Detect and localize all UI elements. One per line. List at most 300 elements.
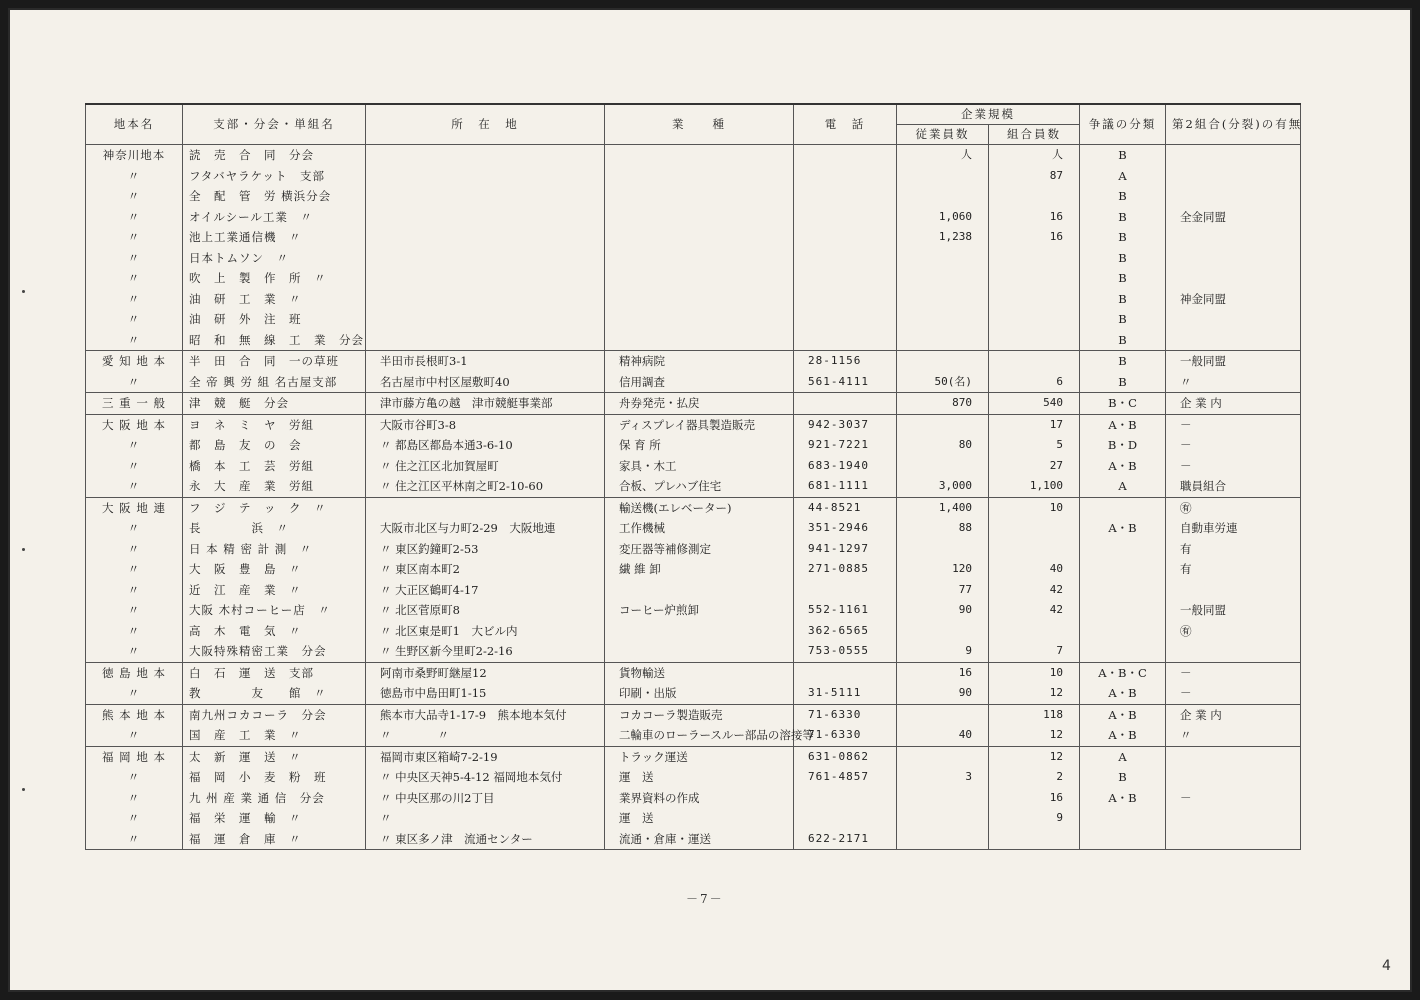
branch-cell: 太 新 運 送 〃 [183, 746, 366, 767]
phone-cell: 753-0555 [794, 641, 897, 662]
dispute-table [85, 103, 1301, 850]
branch-cell: 昭 和 無 線 工 業 分会 [183, 330, 366, 351]
dispute-cell: B・D [1080, 435, 1166, 456]
branch-cell: 永 大 産 業 労組 [183, 476, 366, 497]
phone-cell [794, 289, 897, 310]
phone-cell [794, 227, 897, 248]
hq-cell: 〃 [86, 683, 183, 704]
table-row [86, 746, 1301, 767]
second-union-cell: ㊒ [1166, 497, 1301, 518]
phone-cell [794, 393, 897, 415]
second-union-cell: 神金同盟 [1166, 289, 1301, 310]
second-union-cell [1166, 829, 1301, 850]
hq-cell: 〃 [86, 767, 183, 788]
phone-cell [794, 309, 897, 330]
employees-cell [897, 186, 989, 207]
employees-cell [897, 351, 989, 372]
branch-cell: 全 帝 興 労 組 名古屋支部 [183, 372, 366, 393]
table-row [86, 559, 1301, 580]
dispute-cell: B [1080, 207, 1166, 228]
second-union-cell: － [1166, 788, 1301, 809]
header-second-union: 第2組合(分裂)の有無 [1166, 104, 1301, 145]
members-cell: 17 [989, 414, 1080, 435]
members-cell [989, 268, 1080, 289]
table-row [86, 289, 1301, 310]
employees-cell: 90 [897, 683, 989, 704]
phone-cell: 552-1161 [794, 600, 897, 621]
second-union-cell [1166, 330, 1301, 351]
employees-cell [897, 808, 989, 829]
second-union-cell: 企 業 内 [1166, 704, 1301, 725]
industry-cell: 変圧器等補修測定 [605, 539, 794, 560]
table-row [86, 268, 1301, 289]
branch-cell: 教 友 館 〃 [183, 683, 366, 704]
address-cell [366, 207, 605, 228]
second-union-cell [1166, 309, 1301, 330]
address-cell [366, 268, 605, 289]
employees-cell [897, 330, 989, 351]
dispute-cell [1080, 580, 1166, 601]
hq-cell: 〃 [86, 725, 183, 746]
table-row [86, 248, 1301, 269]
branch-cell: フタバヤラケット 支部 [183, 166, 366, 187]
second-union-cell: 企 業 内 [1166, 393, 1301, 415]
dispute-cell: B [1080, 145, 1166, 166]
second-union-cell: － [1166, 435, 1301, 456]
industry-cell [605, 330, 794, 351]
address-cell: 大阪市谷町3-8 [366, 414, 605, 435]
employees-cell: 50(名) [897, 372, 989, 393]
second-union-cell [1166, 227, 1301, 248]
dispute-cell: A・B [1080, 725, 1166, 746]
second-union-cell: ㊒ [1166, 621, 1301, 642]
hq-cell: 大 阪 地 連 [86, 497, 183, 518]
employees-cell: 40 [897, 725, 989, 746]
industry-cell [605, 186, 794, 207]
second-union-cell: 〃 [1166, 372, 1301, 393]
industry-cell [605, 145, 794, 166]
industry-cell [605, 641, 794, 662]
members-cell: 人 [989, 145, 1080, 166]
table-row [86, 621, 1301, 642]
employees-cell [897, 166, 989, 187]
table-row [86, 808, 1301, 829]
hq-cell: 〃 [86, 330, 183, 351]
members-cell: 40 [989, 559, 1080, 580]
hq-cell: 〃 [86, 456, 183, 477]
phone-cell [794, 145, 897, 166]
second-union-cell [1166, 767, 1301, 788]
table-row [86, 829, 1301, 850]
dispute-cell: B [1080, 186, 1166, 207]
table-row [86, 600, 1301, 621]
corner-mark: 4 [1382, 958, 1391, 974]
table-row [86, 767, 1301, 788]
dispute-cell: A・B・C [1080, 662, 1166, 683]
phone-cell: 921-7221 [794, 435, 897, 456]
address-cell: 〃 東区釣鐘町2-53 [366, 539, 605, 560]
members-cell: 42 [989, 600, 1080, 621]
members-cell: 5 [989, 435, 1080, 456]
industry-cell: 家具・木工 [605, 456, 794, 477]
table-row [86, 580, 1301, 601]
employees-cell: 1,400 [897, 497, 989, 518]
branch-cell: オイルシール工業 〃 [183, 207, 366, 228]
table-row [86, 435, 1301, 456]
second-union-cell: 有 [1166, 539, 1301, 560]
phone-cell: 44-8521 [794, 497, 897, 518]
members-cell: 27 [989, 456, 1080, 477]
table-row [86, 476, 1301, 497]
table-row [86, 518, 1301, 539]
dispute-cell: B [1080, 268, 1166, 289]
members-cell: 87 [989, 166, 1080, 187]
hq-cell: 大 阪 地 本 [86, 414, 183, 435]
address-cell: 〃 生野区新今里町2-2-16 [366, 641, 605, 662]
employees-cell [897, 539, 989, 560]
industry-cell: 二輪車のローラースルー部品の溶接等 [605, 725, 794, 746]
phone-cell [794, 580, 897, 601]
employees-cell [897, 414, 989, 435]
members-cell [989, 289, 1080, 310]
branch-cell: 油 研 工 業 〃 [183, 289, 366, 310]
branch-cell: 油 研 外 注 班 [183, 309, 366, 330]
second-union-cell: 全金同盟 [1166, 207, 1301, 228]
address-cell [366, 186, 605, 207]
employees-cell [897, 268, 989, 289]
table-row [86, 372, 1301, 393]
employees-cell: 120 [897, 559, 989, 580]
hq-cell: 愛 知 地 本 [86, 351, 183, 372]
address-cell: 福岡市東区箱崎7-2-19 [366, 746, 605, 767]
second-union-cell [1166, 186, 1301, 207]
dispute-cell [1080, 539, 1166, 560]
address-cell [366, 309, 605, 330]
industry-cell: 運 送 [605, 808, 794, 829]
phone-cell [794, 330, 897, 351]
hq-cell: 〃 [86, 207, 183, 228]
address-cell: 〃 北区東是町1 大ビル内 [366, 621, 605, 642]
phone-cell [794, 662, 897, 683]
branch-cell: 大阪特殊精密工業 分会 [183, 641, 366, 662]
second-union-cell: 有 [1166, 559, 1301, 580]
table-row [86, 227, 1301, 248]
industry-cell: 印刷・出版 [605, 683, 794, 704]
second-union-cell: － [1166, 456, 1301, 477]
employees-cell: 16 [897, 662, 989, 683]
table-row [86, 788, 1301, 809]
members-cell [989, 351, 1080, 372]
table-row [86, 330, 1301, 351]
punch-mark [22, 788, 25, 791]
dispute-cell: A・B [1080, 704, 1166, 725]
industry-cell: 貨物輸送 [605, 662, 794, 683]
branch-cell: 近 江 産 業 〃 [183, 580, 366, 601]
branch-cell: 橋 本 工 芸 労組 [183, 456, 366, 477]
branch-cell: 都 島 友 の 会 [183, 435, 366, 456]
hq-cell: 〃 [86, 435, 183, 456]
dispute-cell: A・B [1080, 456, 1166, 477]
address-cell: 〃 東区南本町2 [366, 559, 605, 580]
employees-cell: 3,000 [897, 476, 989, 497]
branch-cell: 半 田 合 同 一の草班 [183, 351, 366, 372]
members-cell [989, 248, 1080, 269]
address-cell [366, 227, 605, 248]
address-cell: 〃 〃 [366, 725, 605, 746]
table-row [86, 393, 1301, 415]
address-cell: 〃 住之江区平林南之町2-10-60 [366, 476, 605, 497]
members-cell: 118 [989, 704, 1080, 725]
employees-cell [897, 704, 989, 725]
industry-cell: コカコーラ製造販売 [605, 704, 794, 725]
table-row [86, 662, 1301, 683]
phone-cell: 561-4111 [794, 372, 897, 393]
members-cell: 10 [989, 662, 1080, 683]
phone-cell: 71-6330 [794, 725, 897, 746]
dispute-cell: B [1080, 767, 1166, 788]
hq-cell: 福 岡 地 本 [86, 746, 183, 767]
branch-cell: 国 産 工 業 〃 [183, 725, 366, 746]
industry-cell [605, 207, 794, 228]
phone-cell: 351-2946 [794, 518, 897, 539]
dispute-cell: B [1080, 351, 1166, 372]
industry-cell: 運 送 [605, 767, 794, 788]
address-cell: 熊本市大品寺1-17-9 熊本地本気付 [366, 704, 605, 725]
employees-cell [897, 456, 989, 477]
industry-cell: 繊 維 卸 [605, 559, 794, 580]
industry-cell: 合板、プレハブ住宅 [605, 476, 794, 497]
header-branch: 支部・分会・単組名 [183, 104, 366, 145]
branch-cell: 福 運 倉 庫 〃 [183, 829, 366, 850]
header-dispute: 争議の分類 [1080, 104, 1166, 145]
industry-cell [605, 227, 794, 248]
phone-cell [794, 186, 897, 207]
table-row [86, 351, 1301, 372]
industry-cell: トラック運送 [605, 746, 794, 767]
hq-cell: 〃 [86, 372, 183, 393]
dispute-cell [1080, 497, 1166, 518]
members-cell: 2 [989, 767, 1080, 788]
phone-cell: 681-1111 [794, 476, 897, 497]
industry-cell: 舟券発売・払戻 [605, 393, 794, 415]
members-cell: 10 [989, 497, 1080, 518]
branch-cell: 高 木 電 気 〃 [183, 621, 366, 642]
employees-cell: 88 [897, 518, 989, 539]
branch-cell: 読 売 合 同 分会 [183, 145, 366, 166]
dispute-cell: A [1080, 746, 1166, 767]
members-cell: 1,100 [989, 476, 1080, 497]
second-union-cell [1166, 268, 1301, 289]
industry-cell [605, 309, 794, 330]
dispute-cell: B [1080, 330, 1166, 351]
branch-cell: 白 石 運 送 支部 [183, 662, 366, 683]
hq-cell: 神奈川地本 [86, 145, 183, 166]
dispute-cell: A・B [1080, 683, 1166, 704]
phone-cell: 31-5111 [794, 683, 897, 704]
address-cell [366, 497, 605, 518]
employees-cell: 870 [897, 393, 989, 415]
industry-cell [605, 580, 794, 601]
phone-cell [794, 268, 897, 289]
address-cell: 〃 都島区都島本通3-6-10 [366, 435, 605, 456]
dispute-cell: B [1080, 309, 1166, 330]
table-row [86, 414, 1301, 435]
second-union-cell [1166, 580, 1301, 601]
hq-cell: 〃 [86, 829, 183, 850]
table-row [86, 683, 1301, 704]
phone-cell: 941-1297 [794, 539, 897, 560]
table-row [86, 186, 1301, 207]
branch-cell: 長 浜 〃 [183, 518, 366, 539]
members-cell: 12 [989, 746, 1080, 767]
hq-cell: 徳 島 地 本 [86, 662, 183, 683]
branch-cell: 吹 上 製 作 所 〃 [183, 268, 366, 289]
members-cell: 12 [989, 725, 1080, 746]
members-cell: 16 [989, 788, 1080, 809]
dispute-cell: B・C [1080, 393, 1166, 415]
employees-cell: 80 [897, 435, 989, 456]
phone-cell [794, 166, 897, 187]
branch-cell: 池上工業通信機 〃 [183, 227, 366, 248]
members-cell [989, 330, 1080, 351]
dispute-cell [1080, 641, 1166, 662]
dispute-cell [1080, 808, 1166, 829]
hq-cell: 〃 [86, 539, 183, 560]
second-union-cell: 〃 [1166, 725, 1301, 746]
hq-cell: 〃 [86, 227, 183, 248]
industry-cell: 工作機械 [605, 518, 794, 539]
branch-cell: 大 阪 豊 島 〃 [183, 559, 366, 580]
industry-cell [605, 289, 794, 310]
hq-cell: 〃 [86, 621, 183, 642]
table-header [86, 104, 1301, 145]
address-cell: 津市藤方亀の越 津市競艇事業部 [366, 393, 605, 415]
address-cell: 〃 東区多ノ津 流通センター [366, 829, 605, 850]
industry-cell [605, 166, 794, 187]
address-cell: 〃 [366, 808, 605, 829]
hq-cell: 熊 本 地 本 [86, 704, 183, 725]
header-address: 所 在 地 [366, 104, 605, 145]
second-union-cell: 一般同盟 [1166, 351, 1301, 372]
members-cell [989, 539, 1080, 560]
second-union-cell [1166, 248, 1301, 269]
branch-cell: 津 競 艇 分会 [183, 393, 366, 415]
dispute-cell: A・B [1080, 414, 1166, 435]
dispute-cell: B [1080, 372, 1166, 393]
employees-cell: 人 [897, 145, 989, 166]
dispute-cell: B [1080, 289, 1166, 310]
table-row [86, 725, 1301, 746]
table-row [86, 456, 1301, 477]
address-cell: 〃 中央区那の川2丁目 [366, 788, 605, 809]
header-members: 組合員数 [989, 125, 1080, 145]
address-cell [366, 145, 605, 166]
hq-cell: 〃 [86, 641, 183, 662]
hq-cell: 〃 [86, 518, 183, 539]
table-row [86, 539, 1301, 560]
dispute-cell: B [1080, 248, 1166, 269]
employees-cell: 90 [897, 600, 989, 621]
dispute-cell [1080, 829, 1166, 850]
branch-cell: 福 岡 小 麦 粉 班 [183, 767, 366, 788]
address-cell [366, 330, 605, 351]
employees-cell [897, 829, 989, 850]
address-cell: 半田市長根町3-1 [366, 351, 605, 372]
industry-cell: 業界資料の作成 [605, 788, 794, 809]
hq-cell: 〃 [86, 559, 183, 580]
industry-cell: コーヒー炉煎卸 [605, 600, 794, 621]
employees-cell: 1,238 [897, 227, 989, 248]
dispute-cell [1080, 600, 1166, 621]
branch-cell: 大阪 木村コーヒー店 〃 [183, 600, 366, 621]
branch-cell: 日本トムソン 〃 [183, 248, 366, 269]
phone-cell: 631-0862 [794, 746, 897, 767]
address-cell [366, 289, 605, 310]
address-cell: 名古屋市中村区屋敷町40 [366, 372, 605, 393]
hq-cell: 〃 [86, 289, 183, 310]
dispute-cell: A [1080, 476, 1166, 497]
hq-cell: 〃 [86, 186, 183, 207]
members-cell [989, 518, 1080, 539]
hq-cell: 〃 [86, 788, 183, 809]
industry-cell [605, 268, 794, 289]
page-number: －7－ [686, 892, 724, 906]
phone-cell [794, 207, 897, 228]
employees-cell: 9 [897, 641, 989, 662]
address-cell [366, 248, 605, 269]
second-union-cell: 一般同盟 [1166, 600, 1301, 621]
hq-cell: 〃 [86, 600, 183, 621]
second-union-cell [1166, 808, 1301, 829]
members-cell: 16 [989, 207, 1080, 228]
address-cell: 阿南市桑野町継屋12 [366, 662, 605, 683]
phone-cell: 362-6565 [794, 621, 897, 642]
hq-cell: 〃 [86, 268, 183, 289]
hq-cell: 〃 [86, 248, 183, 269]
members-cell [989, 309, 1080, 330]
members-cell: 16 [989, 227, 1080, 248]
members-cell: 12 [989, 683, 1080, 704]
members-cell [989, 829, 1080, 850]
address-cell: 大阪市北区与力町2-29 大阪地連 [366, 518, 605, 539]
members-cell: 6 [989, 372, 1080, 393]
employees-cell: 77 [897, 580, 989, 601]
employees-cell [897, 289, 989, 310]
hq-cell: 〃 [86, 166, 183, 187]
address-cell: 〃 住之江区北加賀屋町 [366, 456, 605, 477]
address-cell [366, 166, 605, 187]
branch-cell: 福 栄 運 輸 〃 [183, 808, 366, 829]
second-union-cell: 職員組合 [1166, 476, 1301, 497]
phone-cell [794, 788, 897, 809]
header-industry: 業 種 [605, 104, 794, 145]
table-row [86, 704, 1301, 725]
industry-cell: 輸送機(エレベーター) [605, 497, 794, 518]
phone-cell [794, 808, 897, 829]
second-union-cell: － [1166, 414, 1301, 435]
phone-cell: 942-3037 [794, 414, 897, 435]
industry-cell: 信用調査 [605, 372, 794, 393]
second-union-cell [1166, 145, 1301, 166]
phone-cell [794, 248, 897, 269]
address-cell: 〃 中央区天神5-4-12 福岡地本気付 [366, 767, 605, 788]
punch-mark [22, 290, 25, 293]
industry-cell [605, 621, 794, 642]
table-row [86, 309, 1301, 330]
industry-cell: 精神病院 [605, 351, 794, 372]
branch-cell: 南九州コカコーラ 分会 [183, 704, 366, 725]
header-scale: 企業規模 [897, 104, 1080, 125]
